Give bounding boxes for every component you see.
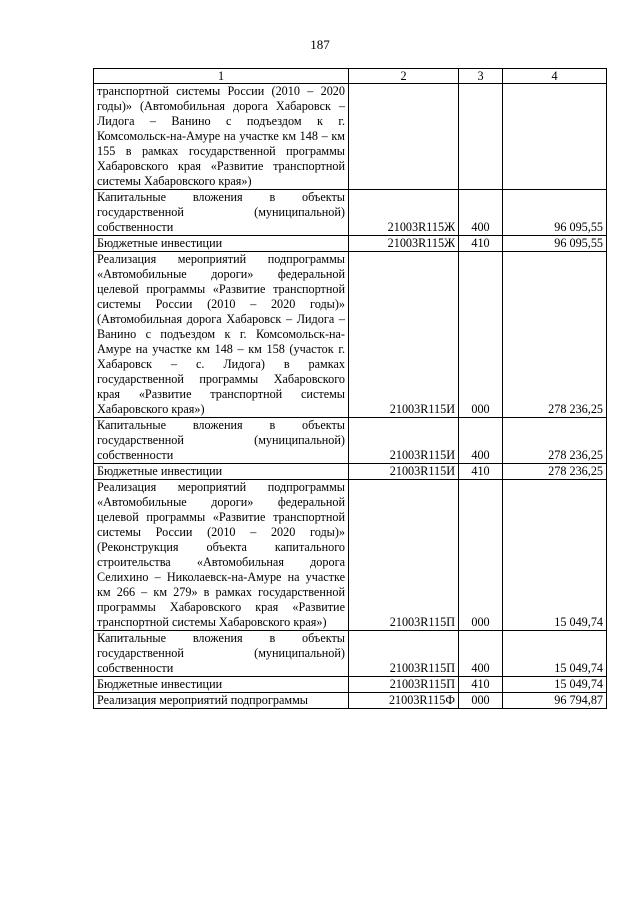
row-amount: 278 236,25 <box>503 418 607 464</box>
row-expense-type: 410 <box>459 236 503 252</box>
row-amount: 15 049,74 <box>503 677 607 693</box>
row-description: Капитальные вложения в объекты государственной (муниципальной) собственности <box>94 418 349 464</box>
table-row <box>94 236 607 252</box>
row-description: Реализация мероприятий подпрограммы «Автомобильные дороги» федеральной целевой программы «Развитие транспортной системы России (2010 – 2020 годы)» (Автомобильная дорога Хабаровск – Лидога – Ванино с подъездом к г. Комсомольск-на-Амуре на участке км 148 – км 158 (участок г. Хабаровск – с. Лидога) в рамках государственной программы Хабаровского края «Развитие транспортной системы Хабаровского края») <box>94 252 349 418</box>
row-expense-type: 000 <box>459 693 503 709</box>
row-code: 21003R115П <box>349 631 459 677</box>
table-row <box>94 480 607 631</box>
table-row <box>94 464 607 480</box>
row-code: 21003R115И <box>349 464 459 480</box>
row-expense-type: 400 <box>459 190 503 236</box>
row-description: Реализация мероприятий подпрограммы «Автомобильные дороги» федеральной целевой программы «Развитие транспортной системы России (2010 – 2020 годы)» (Реконструкция объекта капитального строительства «Автомобильная дорога Селихино – Николаевск-на-Амуре на участке км 266 – км 279» в рамках государственной программы Хабаровского края «Развитие транспортной системы Хабаровского края») <box>94 480 349 631</box>
row-expense-type <box>459 84 503 190</box>
row-code: 21003R115И <box>349 252 459 418</box>
row-amount: 96 794,87 <box>503 693 607 709</box>
row-amount <box>503 84 607 190</box>
row-description: Бюджетные инвестиции <box>94 464 349 480</box>
row-description: Капитальные вложения в объекты государственной (муниципальной) собственности <box>94 190 349 236</box>
table-row <box>94 418 607 464</box>
row-amount: 15 049,74 <box>503 480 607 631</box>
row-code <box>349 84 459 190</box>
page-number: 187 <box>310 37 330 52</box>
row-expense-type: 410 <box>459 464 503 480</box>
row-code: 21003R115Ф <box>349 693 459 709</box>
table-row <box>94 252 607 418</box>
table-header-row <box>94 69 607 84</box>
row-code: 21003R115Ж <box>349 236 459 252</box>
row-description: Бюджетные инвестиции <box>94 677 349 693</box>
row-code: 21003R115Ж <box>349 190 459 236</box>
row-expense-type: 410 <box>459 677 503 693</box>
row-description: Капитальные вложения в объекты государственной (муниципальной) собственности <box>94 631 349 677</box>
column-header: 3 <box>459 69 503 84</box>
row-description: транспортной системы России (2010 – 2020 годы)» (Автомобильная дорога Хабаровск – Лидога – Ванино с подъездом к г. Комсомольск-на-Амуре на участке км 148 – км 155 в рамках государственной программы Хабаровского края «Развитие транспортной системы Хабаровского края») <box>94 84 349 190</box>
row-expense-type: 400 <box>459 418 503 464</box>
row-description: Бюджетные инвестиции <box>94 236 349 252</box>
row-expense-type: 000 <box>459 252 503 418</box>
row-code: 21003R115И <box>349 418 459 464</box>
table-row <box>94 84 607 190</box>
row-amount: 278 236,25 <box>503 252 607 418</box>
row-expense-type: 400 <box>459 631 503 677</box>
row-amount: 96 095,55 <box>503 190 607 236</box>
row-description: Реализация мероприятий подпрограммы <box>94 693 349 709</box>
budget-table <box>93 68 607 709</box>
row-code: 21003R115П <box>349 480 459 631</box>
row-code: 21003R115П <box>349 677 459 693</box>
column-header: 2 <box>349 69 459 84</box>
column-header: 1 <box>94 69 349 84</box>
row-expense-type: 000 <box>459 480 503 631</box>
row-amount: 15 049,74 <box>503 631 607 677</box>
row-amount: 278 236,25 <box>503 464 607 480</box>
row-amount: 96 095,55 <box>503 236 607 252</box>
table-row <box>94 190 607 236</box>
column-header: 4 <box>503 69 607 84</box>
table-row <box>94 693 607 709</box>
table-row <box>94 677 607 693</box>
table-row <box>94 631 607 677</box>
